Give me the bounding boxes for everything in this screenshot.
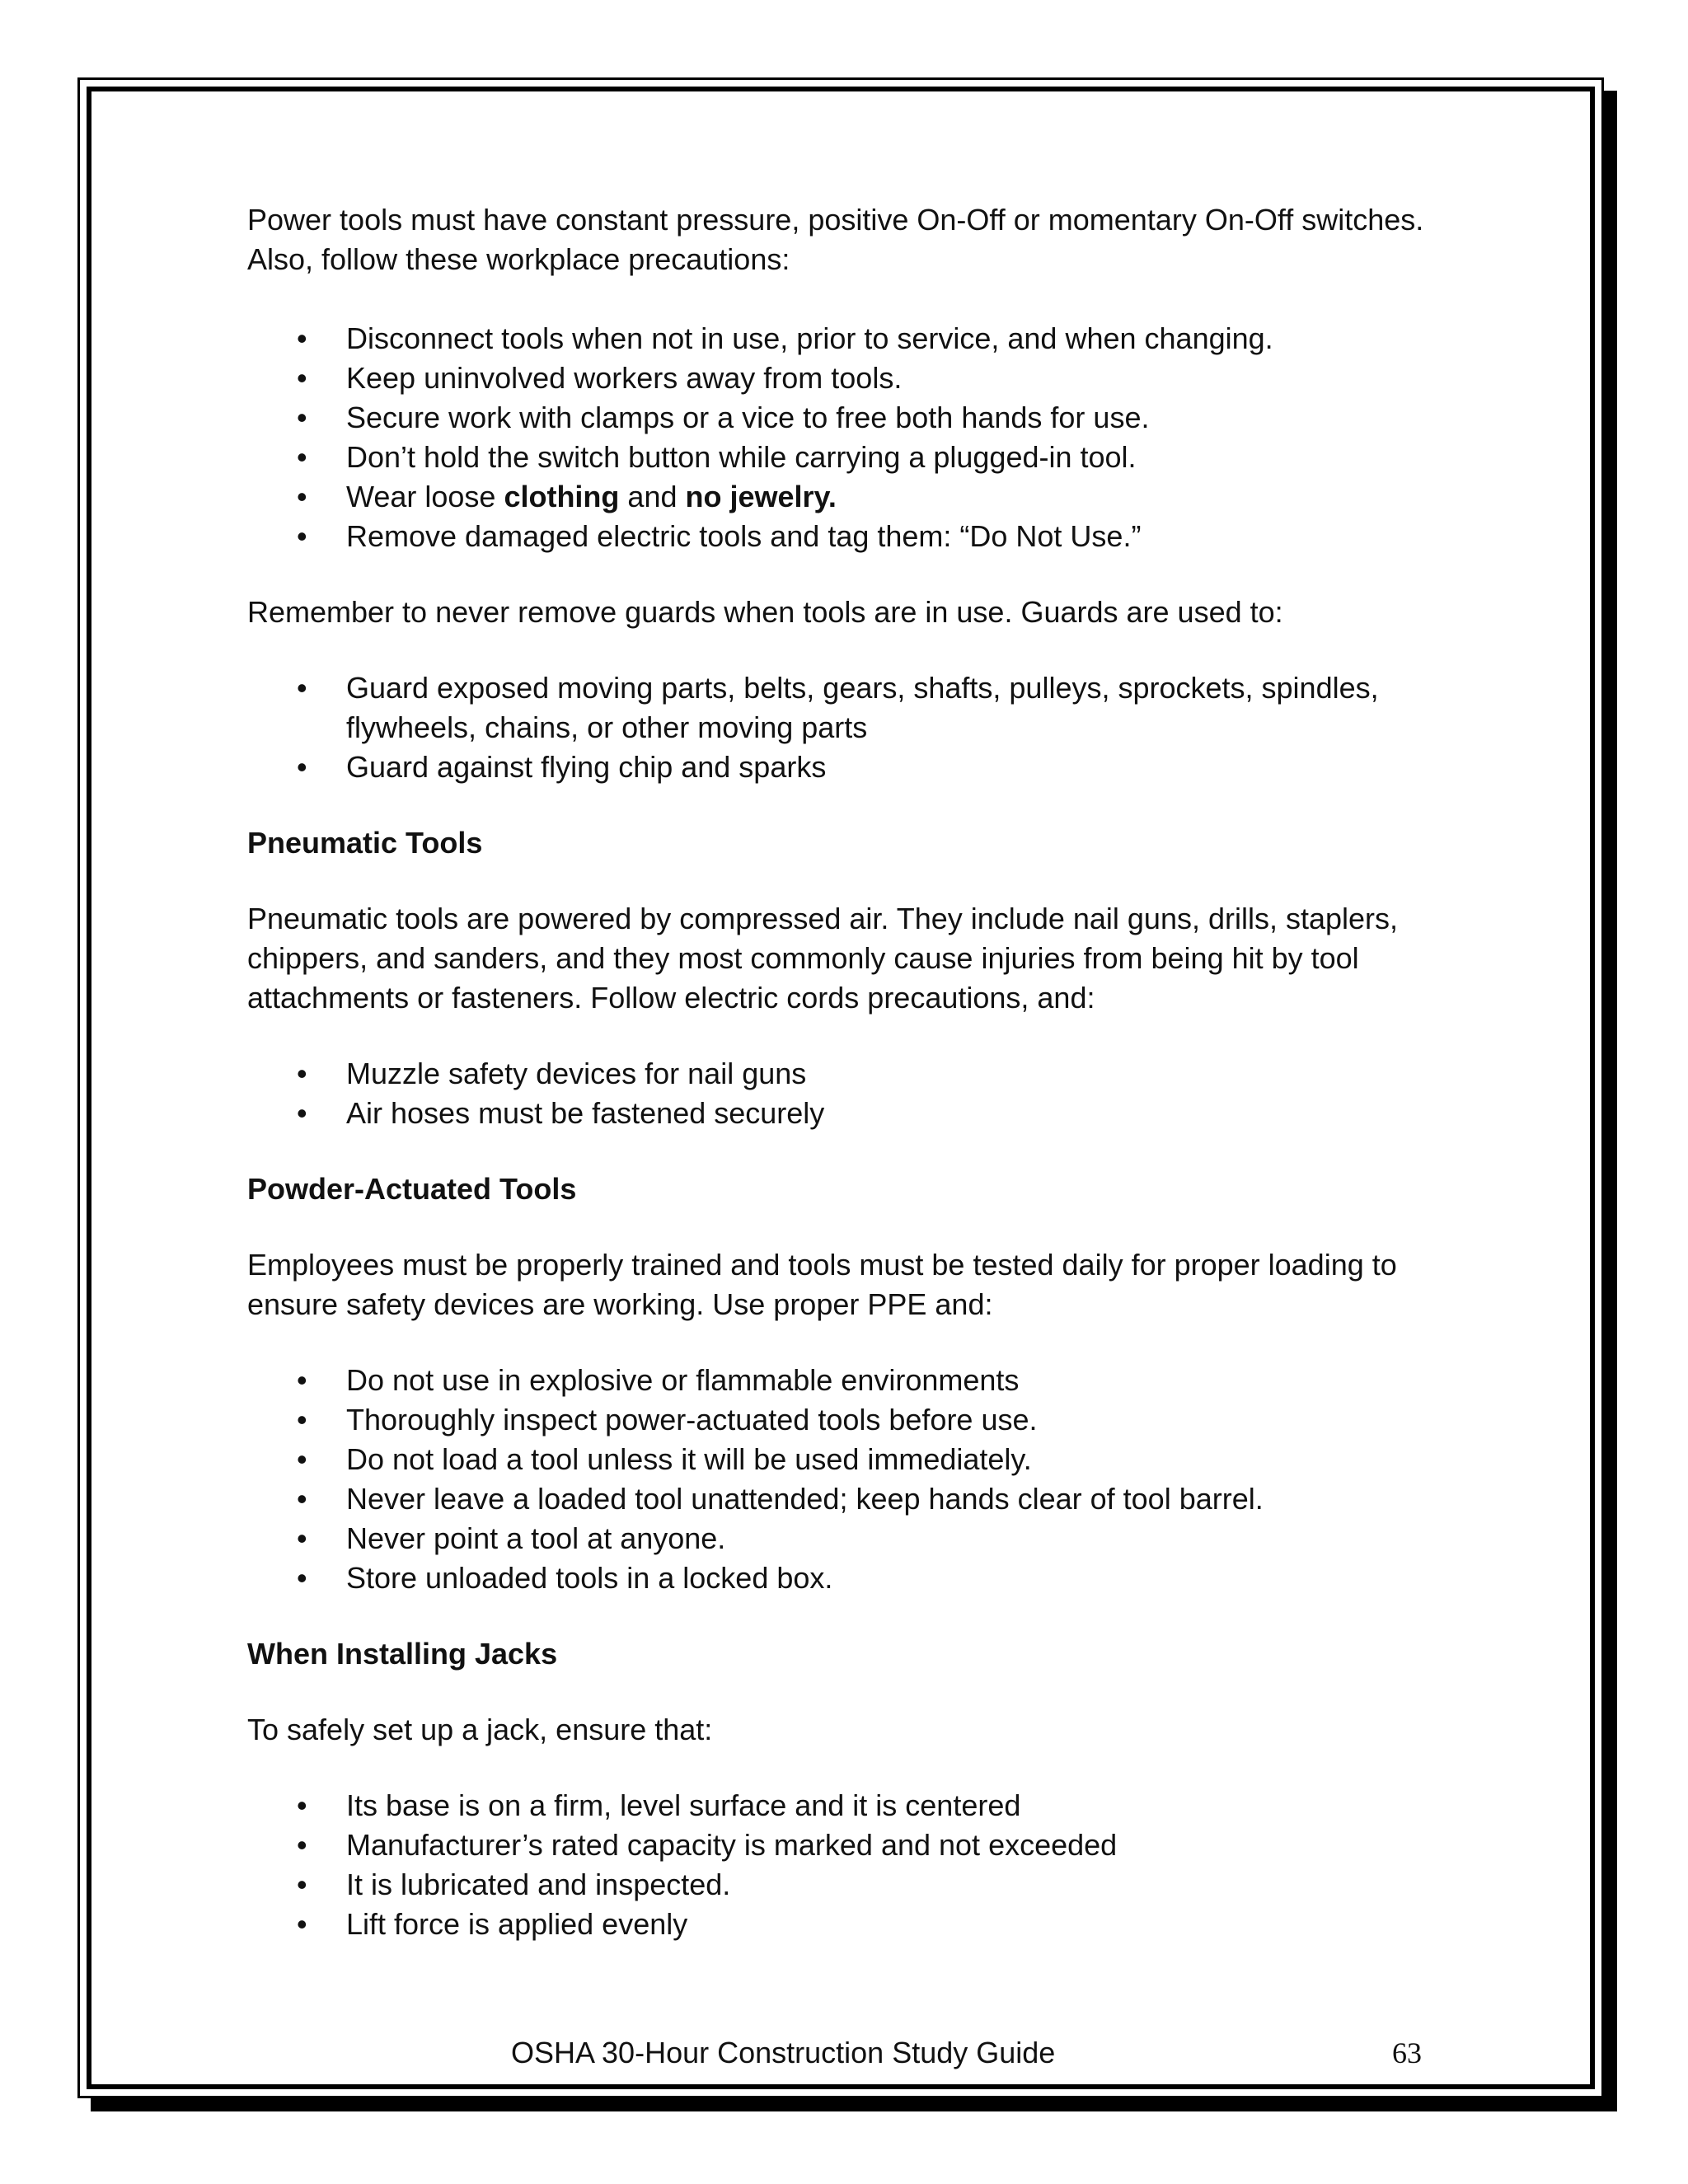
intro-paragraph: Power tools must have constant pressure, positive On-Off or momentary On-Off switches. Also, follow these workplace precautions: [247, 203, 1424, 276]
pneumatic-bullet-list [247, 1054, 1451, 1133]
intro-bullet-list [247, 319, 1451, 556]
list-item: • Air hoses must be fastened securely [247, 1094, 1451, 1133]
list-item: • Disconnect tools when not in use, prior to service, and when changing. [247, 319, 1451, 359]
wear-bold-jewelry: no jewelry. [685, 480, 837, 513]
section-heading-pneumatic: Pneumatic Tools [247, 826, 483, 860]
list-item: • Do not use in explosive or flammable environments [247, 1361, 1451, 1400]
list-item: • Store unloaded tools in a locked box. [247, 1558, 1451, 1598]
guards-paragraph: Remember to never remove guards when tools are in use. Guards are used to: [247, 595, 1283, 629]
list-item: • It is lubricated and inspected. [247, 1865, 1451, 1905]
list-item: • Secure work with clamps or a vice to free both hands for use. [247, 398, 1451, 438]
list-item: • Guard against flying chip and sparks [247, 748, 1451, 787]
list-item: • Manufacturer’s rated capacity is marked and not exceeded [247, 1825, 1451, 1865]
wear-prefix-text: Wear loose [346, 480, 504, 513]
section-heading-jacks: When Installing Jacks [247, 1637, 558, 1671]
list-item [247, 477, 1451, 517]
list-item: • Muzzle safety devices for nail guns [247, 1054, 1451, 1094]
list-item: • Never point a tool at anyone. [247, 1519, 1451, 1558]
list-item: • Thoroughly inspect power-actuated tools before use. [247, 1400, 1451, 1440]
list-item: • Don’t hold the switch button while carrying a plugged-in tool. [247, 438, 1451, 477]
wear-mid-text: and [619, 480, 686, 513]
guards-bullet-list [247, 668, 1451, 787]
page-content [247, 200, 1451, 1944]
pneumatic-paragraph: Pneumatic tools are powered by compressed air. They include nail guns, drills, staplers, chippers, and sanders, and they most commonly cause injuries from being hit by tool attachments or fasteners. Follow electric cords precautions, and: [247, 902, 1399, 1015]
jacks-paragraph: To safely set up a jack, ensure that: [247, 1713, 713, 1746]
list-item: • Lift force is applied evenly [247, 1905, 1451, 1944]
wear-bold-clothing: clothing [504, 480, 620, 513]
list-item: • Do not load a tool unless it will be used immediately. [247, 1440, 1451, 1479]
footer-title: OSHA 30-Hour Construction Study Guide [511, 2036, 1056, 2069]
jacks-bullet-list [247, 1786, 1451, 1944]
powder-bullet-list [247, 1361, 1451, 1598]
list-item: • Guard exposed moving parts, belts, gears, shafts, pulleys, sprockets, spindles, flywheels, chains, or other moving parts [247, 668, 1451, 748]
powder-paragraph: Employees must be properly trained and tools must be tested daily for proper loading to ensure safety devices are working. Use proper PPE and: [247, 1248, 1397, 1321]
section-heading-powder: Powder-Actuated Tools [247, 1172, 577, 1206]
list-item: • Its base is on a firm, level surface and it is centered [247, 1786, 1451, 1825]
list-item: • Keep uninvolved workers away from tools. [247, 359, 1451, 398]
list-item: • Never leave a loaded tool unattended; keep hands clear of tool barrel. [247, 1479, 1451, 1519]
page-number: 63 [1392, 2036, 1422, 2069]
list-item: • Remove damaged electric tools and tag them: “Do Not Use.” [247, 517, 1451, 556]
